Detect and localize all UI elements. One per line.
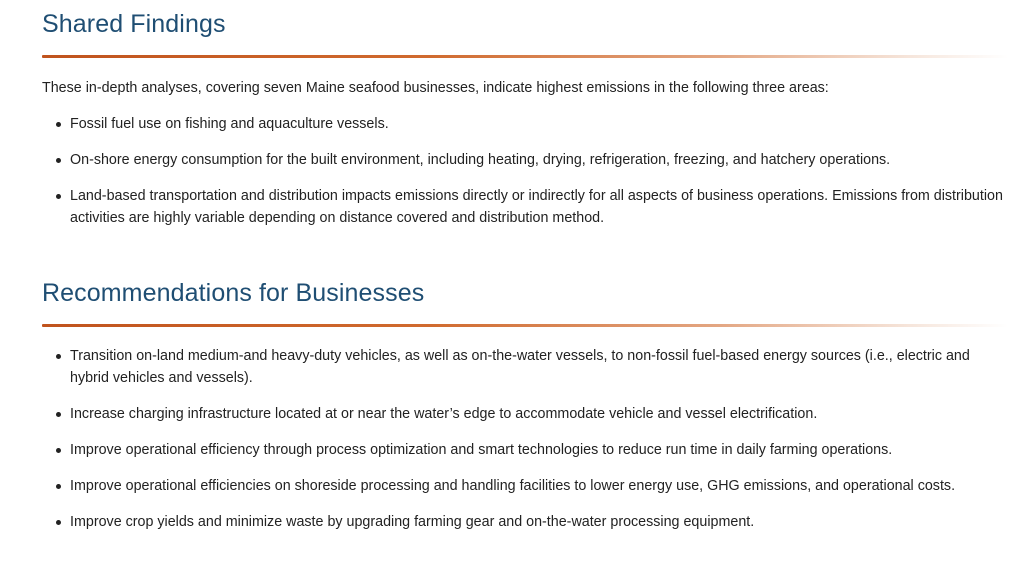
shared-findings-heading: Shared Findings — [42, 10, 226, 38]
list-item: Improve operational efficiencies on shoreside processing and handling facilities to lower energy use, GHG emissions, and operational costs. — [42, 475, 1008, 497]
section-divider — [42, 324, 1008, 327]
list-item: Improve crop yields and minimize waste by upgrading farming gear and on-the-water processing equipment. — [42, 511, 1008, 533]
shared-findings-intro: These in-depth analyses, covering seven Maine seafood businesses, indicate highest emissions in the following three areas: — [42, 80, 829, 96]
list-item: Improve operational efficiency through process optimization and smart technologies to reduce run time in daily farming operations. — [42, 439, 1008, 461]
shared-findings-list — [42, 113, 1008, 243]
list-item: On-shore energy consumption for the built environment, including heating, drying, refrigeration, freezing, and hatchery operations. — [42, 149, 1008, 171]
list-item: Increase charging infrastructure located at or near the water’s edge to accommodate vehicle and vessel electrification. — [42, 403, 1008, 425]
list-item: Fossil fuel use on fishing and aquaculture vessels. — [42, 113, 1008, 135]
list-item: Transition on-land medium-and heavy-duty vehicles, as well as on-the-water vessels, to non-fossil fuel-based energy sources (i.e., electric and hybrid vehicles and vessels). — [42, 345, 1008, 389]
recommendations-list — [42, 345, 1008, 547]
recommendations-heading: Recommendations for Businesses — [42, 279, 425, 307]
section-divider — [42, 55, 1008, 58]
list-item: Land-based transportation and distribution impacts emissions directly or indirectly for all aspects of business operations. Emissions from distribution activities are highly variable depending on distance covered and distribution method. — [42, 185, 1008, 229]
